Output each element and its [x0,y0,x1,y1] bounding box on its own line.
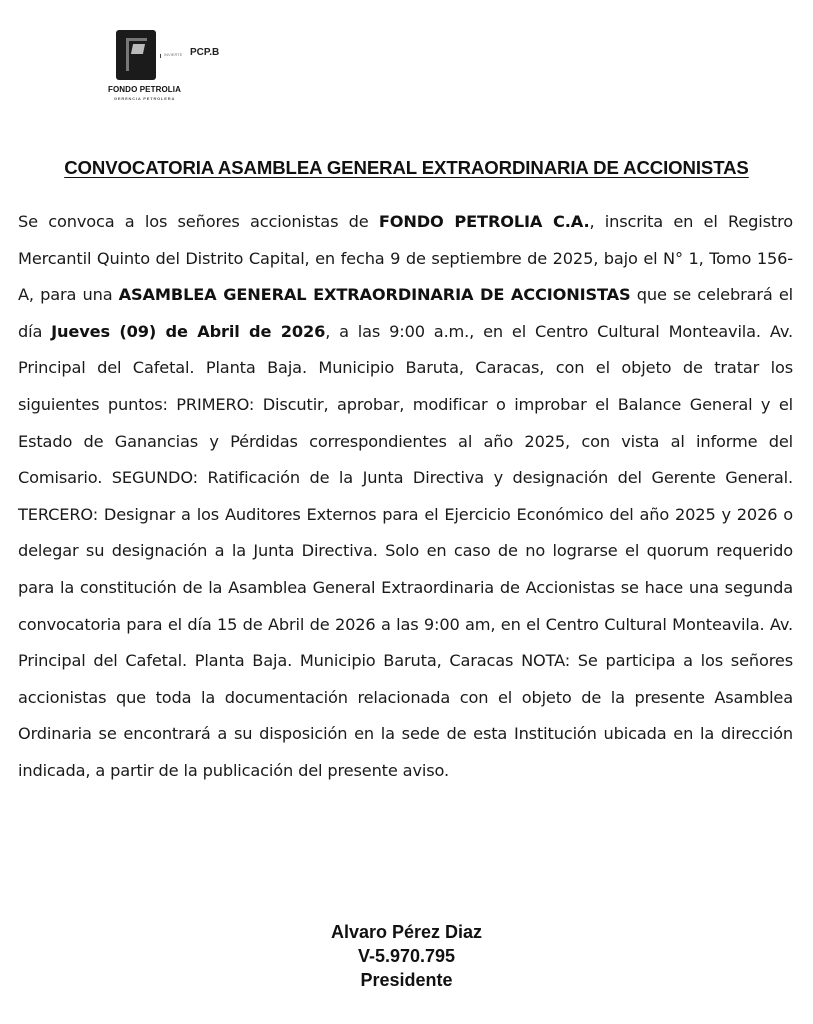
company-name: FONDO PETROLIA C.A. [378,212,590,231]
company-logo [108,30,238,105]
assembly-type: ASAMBLEA GENERAL EXTRAORDINARIA DE ACCIONISTAS [118,285,631,305]
document-title: CONVOCATORIA ASAMBLEA GENERAL EXTRAORDINARIA DE ACCIONISTAS [64,157,749,178]
logo-mark-icon [116,30,156,80]
body-text-2: , inscrita en el Registro Mercantil Quinto del Distrito Capital, en fecha 9 de septiembre de 2025, bajo el N° 1, Tomo 156-A, para una [18,212,793,305]
signatory-id: V-5.970.795 [357,946,456,966]
signatory-role: Presidente [360,970,453,990]
logo-tagline: GERENCIA PETROLERA [114,96,176,101]
body-text-1: Se convoca a los señores accionistas de [18,212,379,231]
logo-invierte-label: INVIERTE [164,52,183,57]
body-text-4: , a las 9:00 a.m., en el Centro Cultural Monteavila. Av. Principal del Cafetal. Planta Baja. Municipio Baruta, Caracas, con el objeto de tratar los siguientes puntos: PRIMERO: Discutir, aprobar, modificar o improbar el Balance General y el Estado de Ganancias y Pérdidas correspondientes al año 2025, con vista al informe del Comisario. SEGUNDO: Ratificación de la Junta Directiva y designación del Gerente General. TERCERO: Designar a los Auditores Externos para el Ejercicio Económico del año 2025 y 2026 o delegar su designación a la Junta Directiva. Solo en caso de no lograrse el quorum requerido para la constitución de la Asamblea General Extraordinaria de Accionistas se hace una segunda convocatoria para el día 15 de Abril de 2026 a las 9:00 am, en el Centro Cultural Monteavila. Av. Principal del Cafetal. Planta Baja. Municipio Baruta, Caracas NOTA: Se participa a los señores accionistas que toda la documentación relacionada con el objeto de la presente Asamblea Ordinaria se encontrará a su disposición en la sede de esta Institución ubicada en la dirección indicada, a partir de la publicación del presente aviso. [18,321,793,780]
logo-separator [160,54,161,58]
signature-block [0,920,813,992]
body-text-3: que se celebrará el día [18,285,794,341]
assembly-date: Jueves (09) de Abril de 2026 [51,321,326,341]
logo-partner: PCP.B [190,47,220,58]
convocation-body [18,204,793,790]
logo-brand-name: FONDO PETROLIA [108,85,181,94]
signatory-name: Alvaro Pérez Diaz [330,922,483,942]
